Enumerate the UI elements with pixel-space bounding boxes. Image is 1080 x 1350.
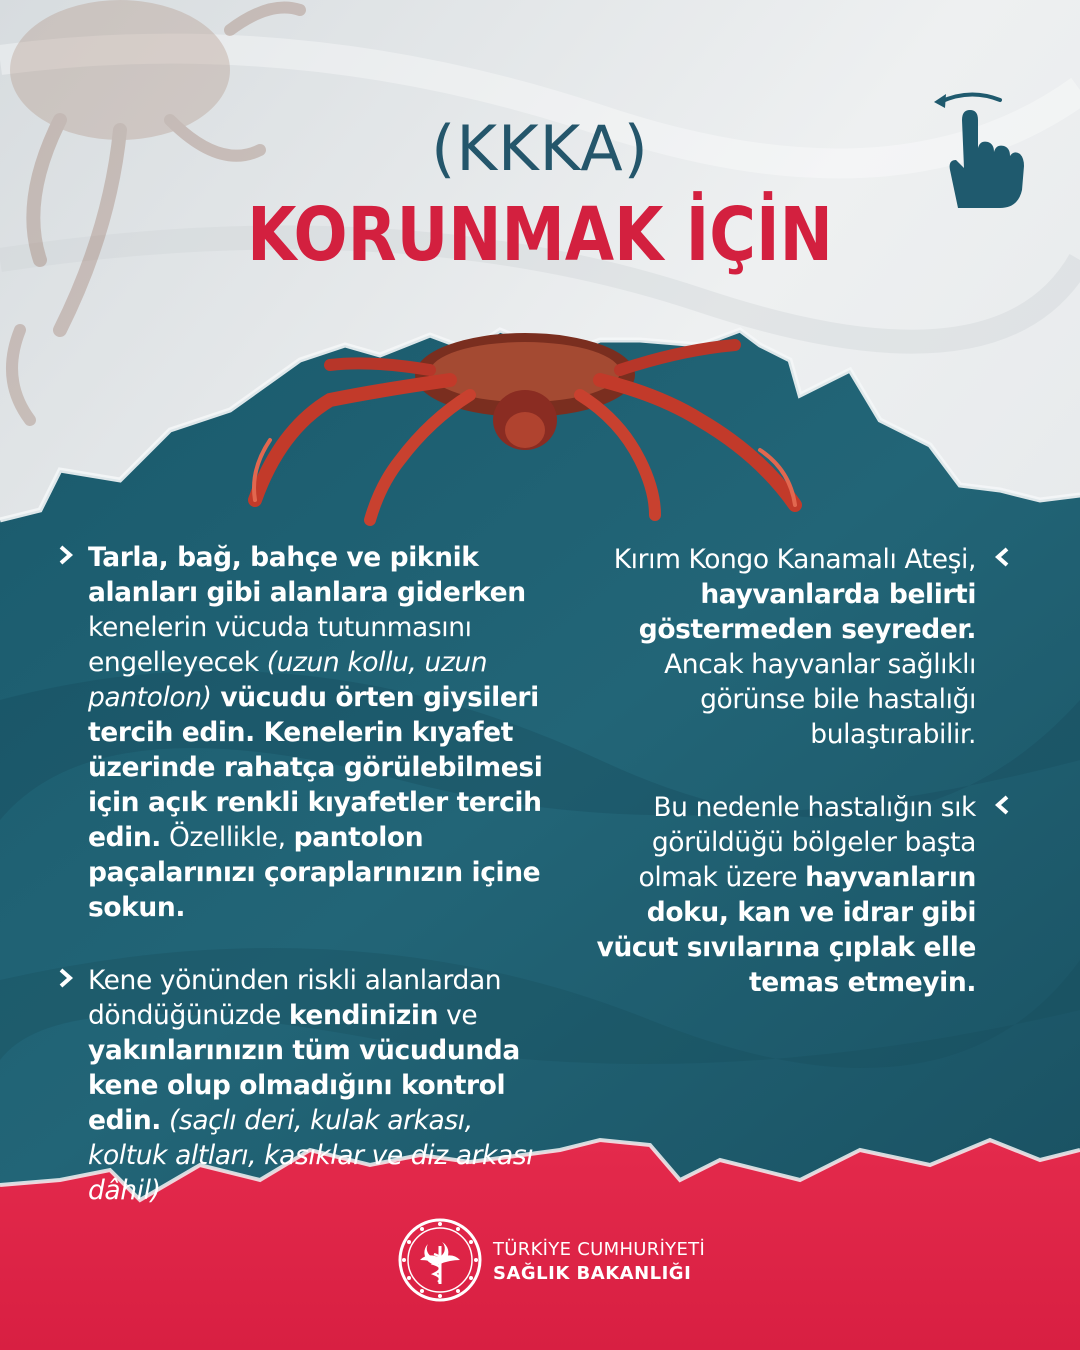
left-column <box>58 540 558 1246</box>
left-bullet-1-text <box>88 542 542 923</box>
text-segment: ve <box>438 1000 478 1031</box>
chevron-right-icon <box>58 544 74 566</box>
left-bullet-1 <box>58 540 558 925</box>
text-segment: Kene yönünden riskli alanlardan döndüğünüzde <box>88 965 502 1031</box>
text-segment: pantolon paçalarınızı çoraplarınızın içine sokun. <box>88 822 541 923</box>
text-segment: vücudu örten giysileri tercih edin. Kenelerin kıyafet üzerinde rahatça görülebilmesi için açık renkli kıyafetler tercih edin. <box>88 682 543 853</box>
text-segment: (saçlı deri, kulak arkası, koltuk altları, kasıklar ve diz arkası dâhil) <box>88 1105 534 1206</box>
right-bullet-1 <box>590 542 1010 752</box>
ministry-emblem-icon <box>398 1218 482 1302</box>
left-bullet-2-text <box>88 965 533 1206</box>
text-segment: Özellikle, <box>160 822 294 853</box>
swipe-hand-icon <box>930 90 1030 210</box>
org-name-line1: TÜRKİYE CUMHURİYETİ <box>493 1239 706 1260</box>
left-bullet-2 <box>58 963 558 1208</box>
text-segment: (uzun kollu, uzun pantolon) <box>88 647 488 713</box>
page-title: KORUNMAK İÇİN <box>247 192 833 278</box>
right-bullet-1-text <box>614 544 976 750</box>
right-bullet-2 <box>590 790 1010 1000</box>
subtitle-kkka: (KKKA) <box>431 112 649 185</box>
text-segment: Bu nedenle hastalığın sık görüldüğü bölgeler başta olmak üzere <box>638 792 976 893</box>
text-segment: kendinizin <box>288 1000 439 1031</box>
chevron-left-icon <box>994 546 1010 568</box>
text-segment: Kırım Kongo Kanamalı Ateşi, <box>613 544 976 575</box>
text-segment: Tarla, bağ, bahçe ve piknik alanları gibi alanlara giderken <box>88 542 526 608</box>
text-segment: yakınlarınızın tüm vücudunda kene olup olmadığını kontrol edin. <box>88 1035 520 1136</box>
chevron-left-icon <box>994 794 1010 816</box>
text-segment: hayvanlarda belirti göstermeden seyreder. <box>638 579 976 645</box>
chevron-right-icon <box>58 967 74 989</box>
ministry-logo <box>398 1215 706 1305</box>
right-column <box>590 542 1010 1038</box>
text-segment: hayvanların doku, kan ve idrar gibi vücut sıvılarına çıplak elle temas etmeyin. <box>596 862 976 998</box>
text-segment: kenelerin vücuda tutunmasını engelleyecek <box>88 612 472 678</box>
text-segment: Ancak hayvanlar sağlıklı görünse bile hastalığı bulaştırabilir. <box>664 649 976 750</box>
org-name-line2: SAĞLIK BAKANLIĞI <box>493 1263 692 1284</box>
right-bullet-2-text <box>597 792 976 998</box>
